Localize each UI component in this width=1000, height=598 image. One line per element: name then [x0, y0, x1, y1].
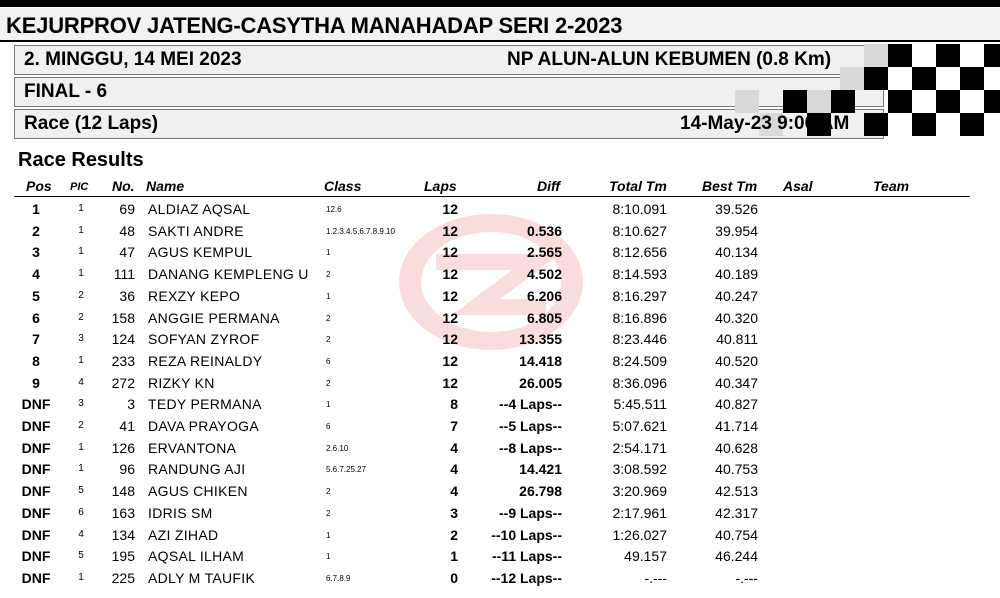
row-total-tm: 49.157	[624, 548, 667, 565]
race-label: Race (12 Laps)	[24, 113, 159, 134]
row-class: 6	[326, 422, 331, 431]
row-no: 41	[119, 418, 135, 434]
row-best-tm: 40.754	[715, 526, 758, 543]
table-row	[0, 264, 1000, 285]
venue: NP ALUN-ALUN KEBUMEN (0.8 Km)	[507, 49, 832, 70]
row-no: 163	[111, 504, 135, 521]
row-laps: 12	[442, 201, 458, 217]
row-laps: 12	[442, 352, 458, 369]
final-label: FINAL - 6	[24, 81, 108, 102]
row-best-tm: 42.317	[715, 504, 758, 521]
row-class: 1	[326, 400, 331, 410]
row-class: 1	[326, 248, 331, 258]
col-best-tm: Best Tm	[702, 178, 758, 194]
row-pic: 5	[78, 550, 84, 562]
row-name: ANGGIE PERMANA	[148, 309, 280, 326]
row-no: 158	[111, 309, 135, 326]
row-best-tm: 42.513	[715, 483, 758, 500]
row-class: 1	[326, 530, 331, 540]
row-pic: 1	[78, 463, 84, 475]
row-best-tm: 40.347	[715, 374, 758, 391]
row-no: 111	[113, 266, 135, 283]
row-best-tm: 40.320	[715, 309, 758, 326]
row-total-tm: 8:12.656	[612, 244, 667, 261]
row-total-tm: 8:10.091	[612, 201, 667, 217]
race-datetime: 14-May-23 9:00 AM	[680, 113, 850, 134]
row-total-tm: 8:10.627	[612, 222, 667, 239]
col-pic: PIC	[70, 181, 89, 193]
row-best-tm: 40.811	[716, 331, 758, 348]
row-no: 195	[111, 548, 135, 565]
table-row	[0, 394, 1000, 415]
row-name: SAKTI ANDRE	[148, 222, 244, 239]
row-class: 2	[326, 508, 331, 518]
row-pic: 1	[78, 441, 84, 453]
row-laps: 1	[450, 548, 458, 565]
row-pos: DNF	[21, 483, 51, 500]
row-name: ALDIAZ AQSAL	[148, 201, 251, 217]
row-class: 5.6.7.25.27	[326, 465, 367, 475]
row-pic: 6	[78, 506, 84, 518]
row-total-tm: 8:16.297	[612, 287, 667, 304]
row-name: DAVA PRAYOGA	[148, 418, 259, 434]
row-laps: 4	[450, 439, 458, 456]
row-pos: 4	[32, 266, 40, 283]
row-pic: 2	[78, 289, 84, 301]
table-row	[0, 242, 1000, 263]
row-laps: 4	[450, 483, 458, 500]
row-best-tm: 39.526	[715, 201, 758, 217]
table-row	[0, 373, 1000, 394]
row-name: ADLY M TAUFIK	[148, 569, 256, 586]
row-class: 6.7.8.9	[326, 573, 351, 583]
table-row	[0, 438, 1000, 459]
row-diff: --10 Laps--	[491, 526, 562, 543]
row-name: SOFYAN ZYROF	[148, 331, 260, 348]
row-diff: 2.565	[526, 244, 562, 261]
row-diff: --9 Laps--	[499, 504, 562, 521]
row-pos: DNF	[21, 569, 51, 586]
row-no: 124	[111, 331, 135, 348]
row-pic: 5	[78, 485, 84, 497]
row-no: 225	[111, 569, 135, 586]
table-row	[0, 503, 1000, 524]
row-total-tm: 8:16.896	[612, 309, 667, 326]
row-class: 1	[326, 552, 331, 562]
row-laps: 0	[450, 569, 458, 586]
col-no: No.	[112, 178, 135, 194]
row-laps: 12	[442, 266, 458, 283]
row-no: 36	[119, 287, 135, 304]
row-class: 2	[326, 378, 331, 388]
row-laps: 4	[450, 461, 458, 478]
row-pos: 2	[32, 222, 40, 239]
header-separator	[14, 196, 970, 197]
row-laps: 12	[442, 309, 458, 326]
row-laps: 12	[442, 331, 458, 348]
row-pic: 1	[78, 268, 84, 280]
row-pos: DNF	[21, 504, 51, 521]
row-pos: 5	[32, 287, 40, 304]
row-class: 6	[326, 356, 331, 366]
row-pos: 6	[32, 309, 40, 326]
row-best-tm: 40.247	[715, 287, 758, 304]
row-total-tm: 5:07.621	[612, 418, 667, 434]
table-row	[0, 329, 1000, 350]
row-diff: 0.536	[526, 222, 562, 239]
row-name: REXZY KEPO	[148, 287, 241, 304]
row-pic: 4	[78, 376, 84, 388]
row-name: AGUS CHIKEN	[148, 483, 248, 500]
row-class: 12.6	[326, 205, 342, 214]
row-best-tm: 41.714	[715, 418, 758, 434]
row-pic: 3	[78, 398, 84, 410]
row-pos: 3	[32, 244, 40, 261]
col-class: Class	[324, 178, 362, 194]
row-diff: 26.798	[519, 483, 562, 500]
table-row	[0, 525, 1000, 546]
row-no: 134	[111, 526, 135, 543]
row-best-tm: 40.827	[715, 396, 758, 413]
top-rule	[0, 0, 1000, 7]
row-pic: 2	[78, 420, 84, 431]
row-pic: 4	[78, 528, 84, 540]
row-laps: 12	[442, 222, 458, 239]
row-laps: 2	[450, 526, 458, 543]
row-name: TEDY PERMANA	[148, 396, 262, 413]
row-diff: --12 Laps--	[491, 569, 562, 586]
row-laps: 8	[450, 396, 458, 413]
row-class: 2	[326, 487, 331, 497]
row-no: 47	[119, 244, 135, 261]
row-class: 2	[326, 335, 331, 345]
row-pos: 7	[32, 331, 40, 348]
row-pos: DNF	[21, 418, 51, 434]
row-total-tm: 2:54.171	[612, 439, 667, 456]
table-row	[0, 199, 1000, 220]
table-row	[0, 481, 1000, 502]
event-date: 2. MINGGU, 14 MEI 2023	[24, 49, 242, 70]
row-laps: 12	[442, 244, 458, 261]
row-no: 126	[111, 439, 135, 456]
table-row	[0, 459, 1000, 480]
row-class: 2.6.10	[326, 443, 349, 453]
row-pic: 1	[78, 354, 84, 366]
row-no: 3	[127, 396, 135, 413]
row-name: RIZKY KN	[148, 374, 215, 391]
row-pos: DNF	[21, 396, 51, 413]
row-name: DANANG KEMPLENG U	[148, 266, 309, 283]
row-total-tm: 8:23.446	[612, 331, 667, 348]
row-laps: 12	[442, 287, 458, 304]
event-title: KEJURPROV JATENG-CASYTHA MANAHADAP SERI 2-2023	[6, 13, 623, 38]
row-pos: 9	[32, 374, 40, 391]
row-total-tm: 2:17.961	[612, 504, 667, 521]
col-name: Name	[146, 178, 185, 194]
row-pic: 1	[78, 571, 84, 583]
row-class: 2	[326, 270, 331, 280]
row-diff: 26.005	[519, 374, 562, 391]
row-no: 233	[111, 352, 135, 369]
row-diff: 14.418	[519, 352, 562, 369]
row-name: AQSAL ILHAM	[148, 548, 245, 565]
row-name: RANDUNG AJI	[148, 461, 246, 478]
section-title: Race Results	[18, 149, 144, 171]
row-total-tm: 8:24.509	[612, 352, 667, 369]
row-class: 1.2.3.4.5.6.7.8.9.10	[326, 226, 395, 236]
row-diff: 6.805	[526, 309, 562, 326]
row-no: 48	[119, 222, 135, 239]
row-pic: 1	[78, 224, 84, 236]
row-total-tm: 8:14.593	[612, 266, 667, 283]
table-row	[0, 351, 1000, 372]
row-pic: 2	[78, 311, 84, 323]
row-pos: DNF	[21, 526, 51, 543]
row-pic: 3	[78, 333, 84, 345]
row-no: 69	[119, 201, 135, 217]
row-name: IDRIS SM	[148, 504, 213, 521]
row-total-tm: 5:45.511	[613, 396, 667, 413]
row-best-tm: 40.520	[715, 352, 758, 369]
row-best-tm: 40.134	[715, 244, 758, 261]
row-diff: 4.502	[526, 266, 562, 283]
row-name: AZI ZIHAD	[148, 526, 219, 543]
row-best-tm: 39.954	[715, 222, 758, 239]
row-total-tm: -.---	[644, 569, 667, 586]
row-pos: DNF	[21, 461, 51, 478]
row-best-tm: 40.753	[715, 461, 758, 478]
table-row	[0, 546, 1000, 567]
row-class: 2	[326, 313, 331, 323]
row-best-tm: 40.189	[715, 266, 758, 283]
row-no: 96	[119, 461, 135, 478]
row-laps: 7	[450, 418, 458, 434]
row-total-tm: 3:08.592	[612, 461, 667, 478]
col-pos: Pos	[26, 178, 52, 194]
row-no: 272	[111, 374, 135, 391]
row-laps: 12	[442, 374, 458, 391]
row-diff: --5 Laps--	[499, 418, 562, 434]
row-name: REZA REINALDY	[148, 352, 263, 369]
row-diff: 13.355	[519, 331, 562, 348]
col-diff: Diff	[537, 178, 561, 194]
row-pos: 1	[32, 201, 40, 217]
row-total-tm: 1:26.027	[612, 526, 667, 543]
row-pic: 1	[78, 203, 84, 214]
table-row	[0, 221, 1000, 242]
row-best-tm: 46.244	[715, 548, 758, 565]
row-pos: DNF	[21, 439, 51, 456]
table-row	[0, 286, 1000, 307]
row-pos: 8	[32, 352, 40, 369]
row-best-tm: -.---	[735, 569, 758, 586]
row-no: 148	[111, 483, 135, 500]
col-total-tm: Total Tm	[609, 178, 667, 194]
row-diff: --4 Laps--	[499, 396, 562, 413]
row-total-tm: 8:36.096	[612, 374, 667, 391]
table-row	[0, 568, 1000, 589]
row-name: AGUS KEMPUL	[148, 244, 253, 261]
table-row	[0, 308, 1000, 329]
row-total-tm: 3:20.969	[612, 483, 667, 500]
row-best-tm: 40.628	[715, 439, 758, 456]
row-diff: --11 Laps--	[491, 548, 562, 565]
row-class: 1	[326, 291, 331, 301]
col-laps: Laps	[424, 178, 457, 194]
row-name: ERVANTONA	[148, 439, 237, 456]
row-diff: 6.206	[526, 287, 562, 304]
col-asal: Asal	[783, 178, 813, 194]
row-laps: 3	[450, 504, 458, 521]
col-team: Team	[873, 178, 910, 194]
row-pic: 1	[78, 246, 84, 258]
row-diff: 14.421	[519, 461, 562, 478]
row-diff: --8 Laps--	[499, 439, 562, 456]
table-row	[0, 416, 1000, 437]
row-pos: DNF	[21, 548, 51, 565]
